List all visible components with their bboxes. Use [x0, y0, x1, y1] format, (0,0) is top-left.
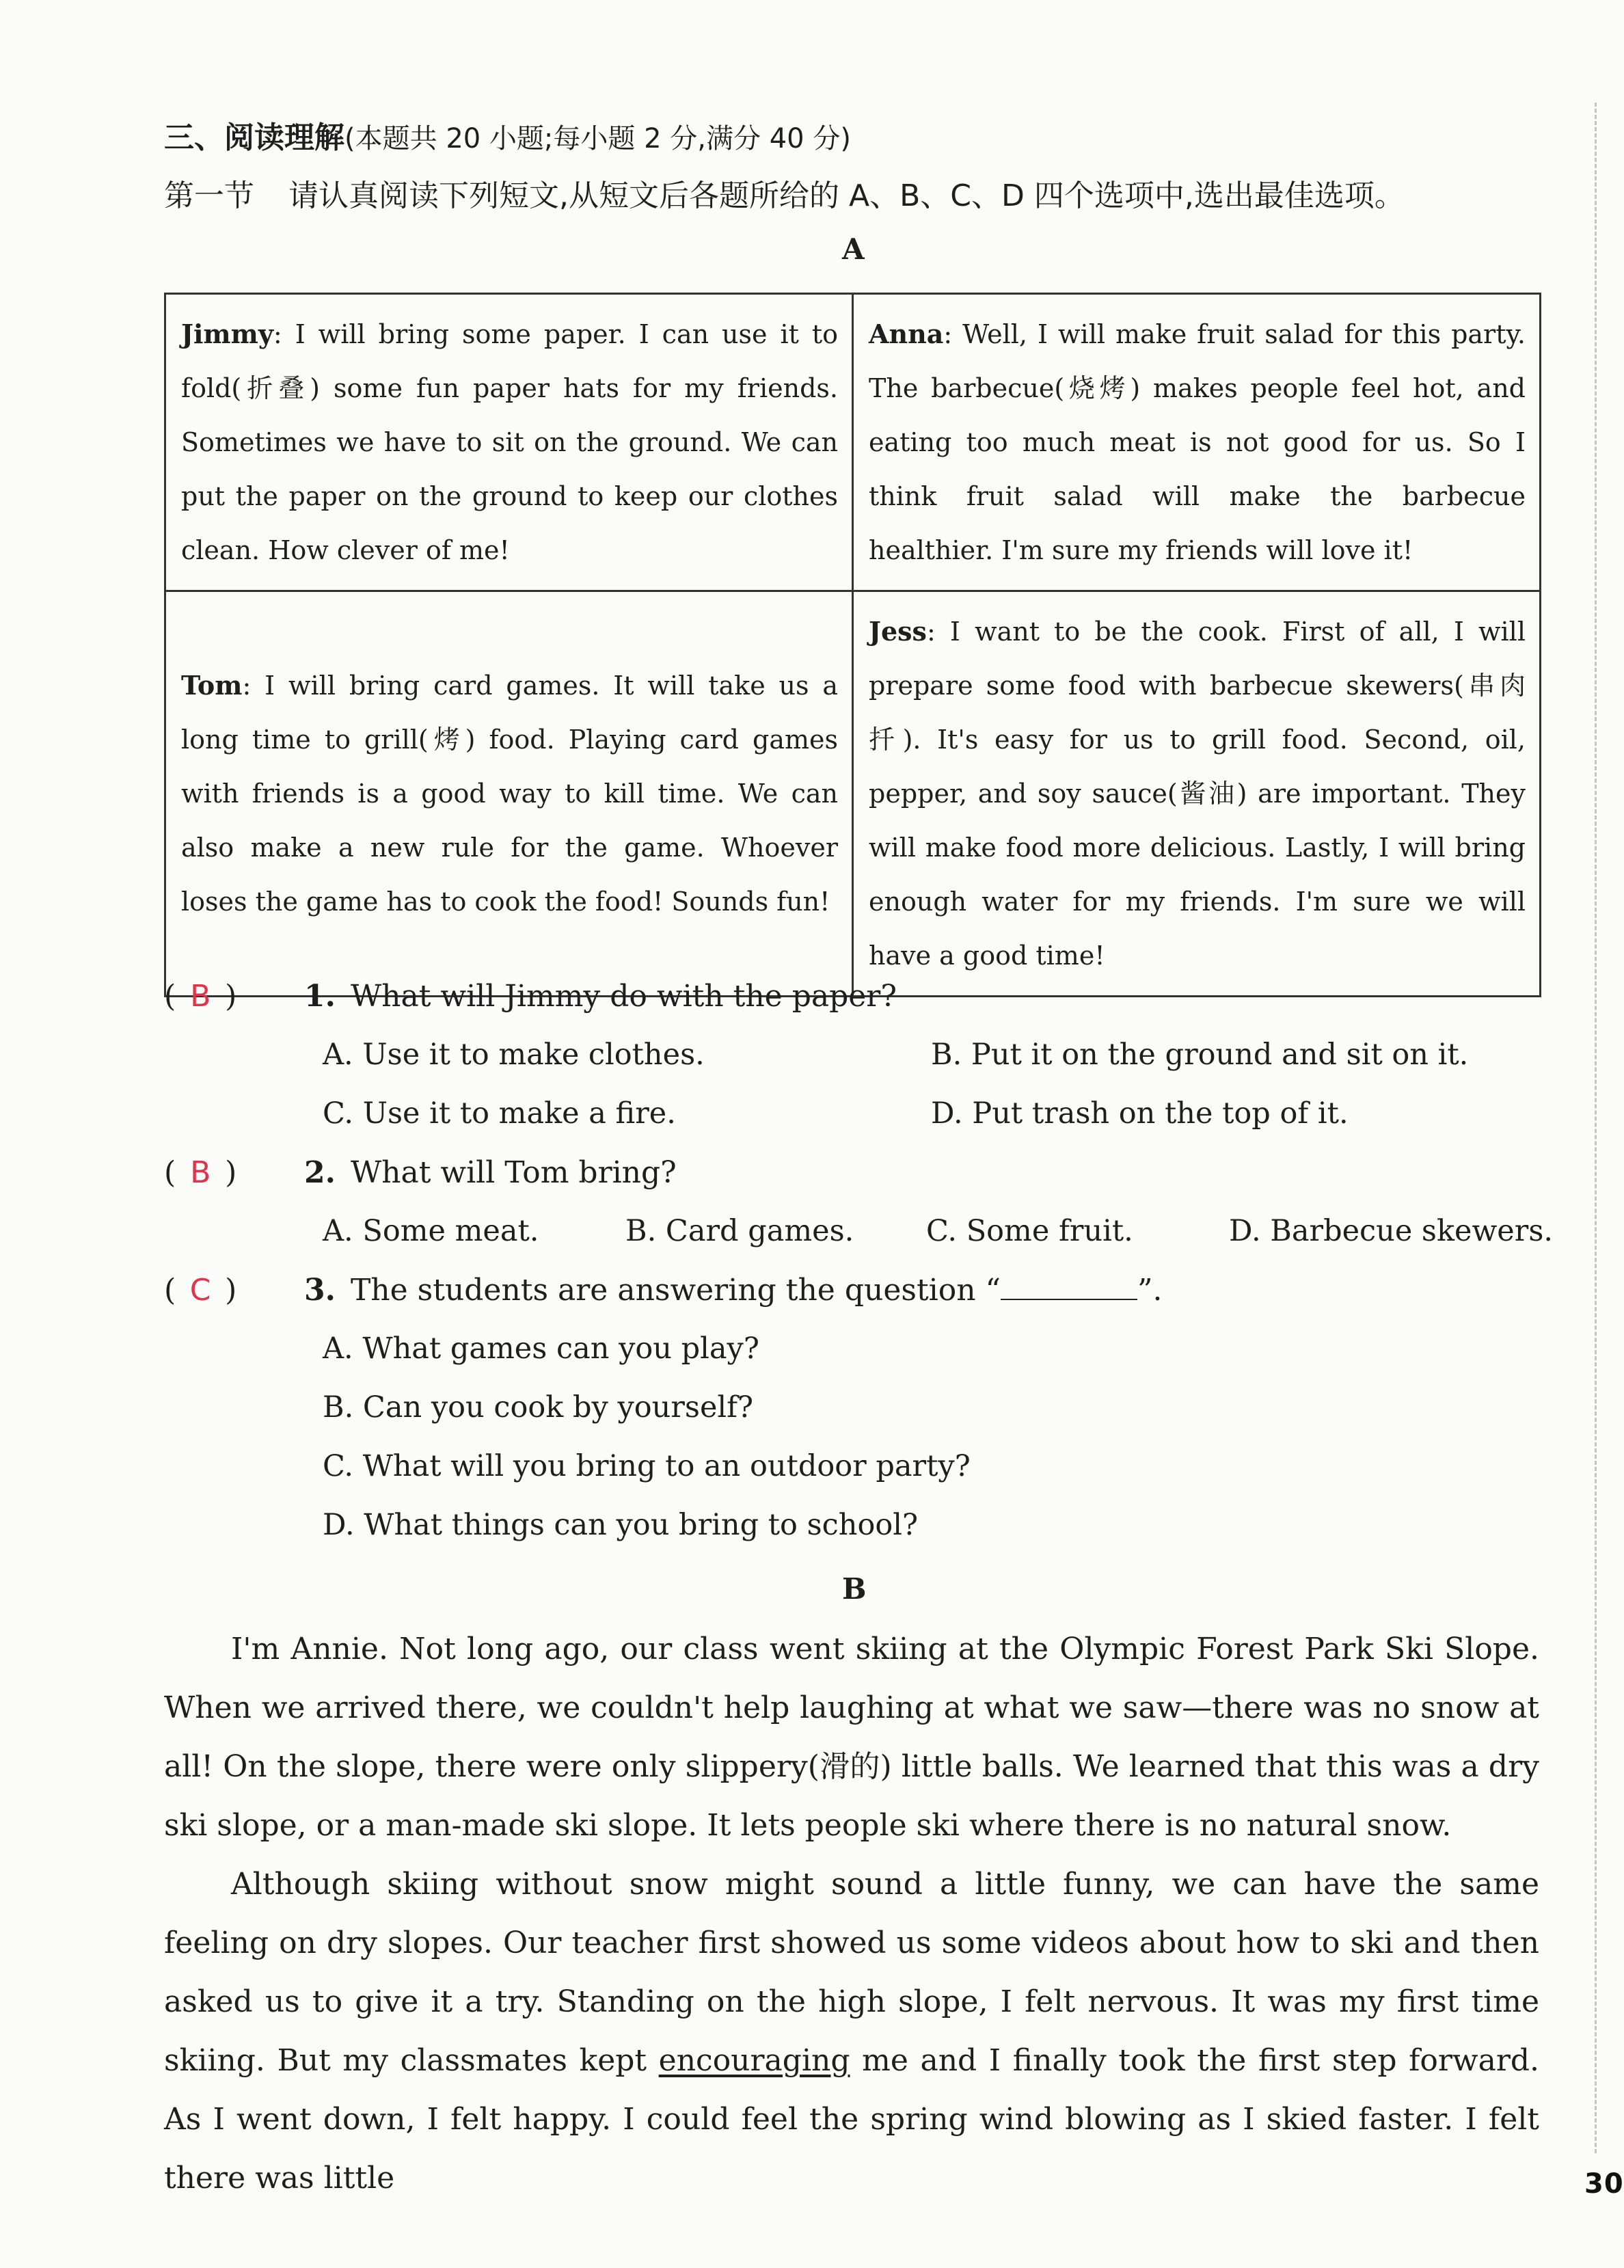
passage-a-table: [164, 293, 1541, 997]
question-text: What will Jimmy do with the paper?: [350, 979, 897, 1014]
speaker-name: Anna: [869, 319, 944, 349]
speaker-name: Jimmy: [181, 319, 273, 349]
question-text: The students are answering the question “: [350, 1273, 1001, 1308]
passage-b-paragraph-1: I'm Annie. Not long ago, our class went skiing at the Olympic Forest Park Ski Slope. When we arrived there, we couldn't help laughing at what we saw—there was no snow at all! On the slope, there were only slippery(滑的) little balls. We learned that this was a dry ski slope, or a man-made ski slope. It lets people ski where there is no natural snow.: [164, 1632, 1539, 1843]
question-text: What will Tom bring?: [350, 1155, 677, 1190]
cell-jimmy: Jimmy: I will bring some paper. I can use it to fold(折叠) some fun paper hats for my friends. Sometimes we have to sit on the ground. We can put the paper on the ground to keep our clothes clean. How clever of me!: [165, 294, 853, 591]
section-title: 三、阅读理解: [164, 120, 344, 155]
option-b: B. Can you cook by yourself?: [323, 1390, 754, 1425]
question-3: ( C ) 3. The students are answering the question “ ”.: [164, 1273, 1163, 1308]
option-d: D. Put trash on the top of it.: [931, 1096, 1349, 1131]
page-number: 30: [1584, 2168, 1624, 2200]
question-number: 3.: [304, 1273, 336, 1308]
answer-mark: B: [190, 979, 211, 1014]
passage-a-label: A: [842, 232, 865, 266]
section-note: (本题共 20 小题;每小题 2 分,满分 40 分): [344, 123, 851, 154]
cell-anna: Anna: Well, I will make fruit salad for this party. The barbecue(烧烤) makes people feel hot, and eating too much meat is not good for us. So I think fruit salad will make the barbecue healthier. I'm sure my friends will love it!: [853, 294, 1541, 591]
underlined-word: encouraging: [658, 2043, 850, 2078]
option-a: A. Use it to make clothes.: [323, 1038, 705, 1072]
cell-tom: Tom: I will bring card games. It will take us a long time to grill(烤) food. Playing card games with friends is a good way to kill time. We can also make a new rule for the game. Whoever loses the game has to cook the food! Sounds fun!: [165, 591, 853, 997]
option-c: C. Use it to make a fire.: [323, 1096, 676, 1131]
answer-mark: C: [189, 1273, 211, 1308]
option-a: A. What games can you play?: [323, 1332, 759, 1366]
option-a: A. Some meat.: [323, 1214, 539, 1248]
speaker-name: Jess: [869, 616, 927, 647]
answer-bracket: ( B ): [164, 1155, 237, 1190]
answer-bracket: ( C ): [164, 1273, 237, 1308]
instruction-text: 请认真阅读下列短文,从短文后各题所给的 A、B、C、D 四个选项中,选出最佳选项。: [288, 178, 1405, 213]
binding-edge-line: [1595, 103, 1597, 2153]
speaker-text: I want to be the cook. First of all, I will prepare some food with barbecue skewers(串肉扦). It's easy for us to grill food. Second, oil, pepper, and soy sauce(酱油) are important. They will make food more delicious. Lastly, I will bring enough water for my friends. I'm sure we will have a good time!: [869, 617, 1526, 971]
part-label: 第一节: [164, 178, 254, 213]
option-c: C. What will you bring to an outdoor party?: [323, 1449, 971, 1483]
cell-jess: Jess: I want to be the cook. First of all, I will prepare some food with barbecue skewers(串肉扦). It's easy for us to grill food. Second, oil, pepper, and soy sauce(酱油) are important. They will make food more delicious. Lastly, I will bring enough water for my friends. I'm sure we will have a good time!: [853, 591, 1541, 997]
answer-mark: B: [190, 1155, 211, 1190]
passage-b-label: B: [842, 1572, 867, 1606]
option-b: B. Put it on the ground and sit on it.: [931, 1038, 1469, 1072]
answer-bracket: ( B ): [164, 979, 237, 1014]
option-d: D. Barbecue skewers.: [1229, 1214, 1554, 1248]
answer-blank: [1001, 1278, 1137, 1300]
passage-b-paragraph-2: Although skiing without snow might sound a little funny, we can have the same feeling on dry slopes. Our teacher first showed us some videos about how to ski and then asked us to give it a try. Standing on the high slope, I felt nervous. It was my first time skiing. But my classmates kept encouraging me and I finally took the first step forward. As I went down, I felt happy. I could feel the spring wind blowing as I skied faster. I felt there was little: [164, 1867, 1540, 2196]
question-2: [164, 1155, 677, 1190]
option-d: D. What things can you bring to school?: [323, 1508, 919, 1542]
speaker-name: Tom: [181, 670, 243, 701]
question-number: 1.: [304, 979, 336, 1014]
option-c: C. Some fruit.: [926, 1214, 1133, 1248]
option-b: B. Card games.: [625, 1214, 854, 1248]
section-heading: [164, 113, 851, 157]
speaker-text: Well, I will make fruit salad for this party. The barbecue(烧烤) makes people feel hot, and eating too much meat is not good for us. So I think fruit salad will make the barbecue healthier. I'm sure my friends will love it!: [869, 319, 1526, 565]
part-instruction: [164, 171, 1405, 215]
question-1: [164, 979, 897, 1014]
speaker-text: I will bring card games. It will take us a long time to grill(烤) food. Playing card games with friends is a good way to kill time. We can also make a new rule for the game. Whoever loses the game has to cook the food! Sounds fun!: [181, 671, 838, 917]
speaker-text: I will bring some paper. I can use it to fold(折叠) some fun paper hats for my friends. Sometimes we have to sit on the ground. We can put the paper on the ground to keep our clothes clean. How clever of me!: [181, 319, 838, 565]
question-number: 2.: [304, 1155, 336, 1190]
